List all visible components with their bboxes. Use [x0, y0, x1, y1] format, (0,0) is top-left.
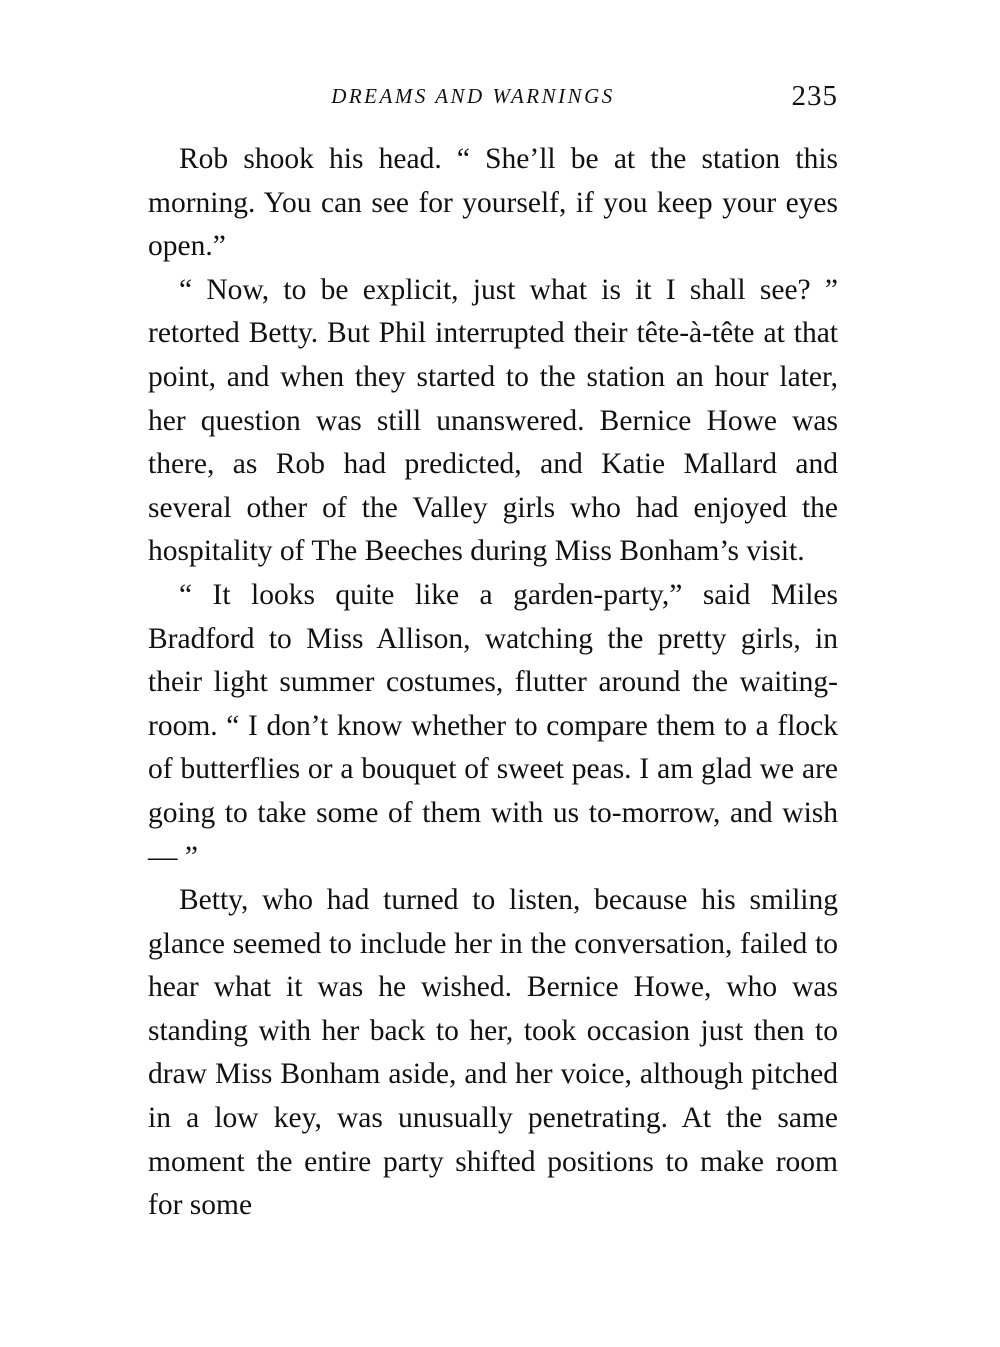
page-number: 235	[791, 80, 838, 112]
paragraph-1: Rob shook his head. “ She’ll be at the station this morning. You can see for yourself, if you keep your eyes open.”	[148, 143, 838, 263]
running-title: DREAMS AND WARNINGS	[331, 84, 615, 108]
paragraph-3: “ It looks quite like a garden-party,” said Miles Bradford to Miss Allison, watching the pretty girls, in their light summer costumes, flutter around the waiting-room. “ I don’t know whether to compare them to a flock of butterflies or a bouquet of sweet peas. I am glad we are going to take some of them with us to-morrow, and wish — ”	[148, 578, 838, 873]
running-head	[148, 80, 838, 120]
paragraph-4: Betty, who had turned to listen, because his smiling glance seemed to include her in the conversation, failed to hear what it was he wished. Bernice Howe, who was standing with her back to her, took occasion just then to draw Miss Bonham aside, and her voice, although pitched in a low key, was unusually penetrating. At the same moment the entire party shifted positions to make room for some	[148, 884, 838, 1222]
body-text	[148, 138, 838, 1228]
paragraph-2: “ Now, to be explicit, just what is it I shall see? ” retorted Betty. But Phil interrupted their tête-à-tête at that point, and when they started to the station an hour later, her question was still unanswered. Bernice Howe was there, as Rob had predicted, and Katie Mallard and several other of the Valley girls who had enjoyed the hospitality of The Beeches during Miss Bonham’s visit.	[148, 273, 838, 568]
